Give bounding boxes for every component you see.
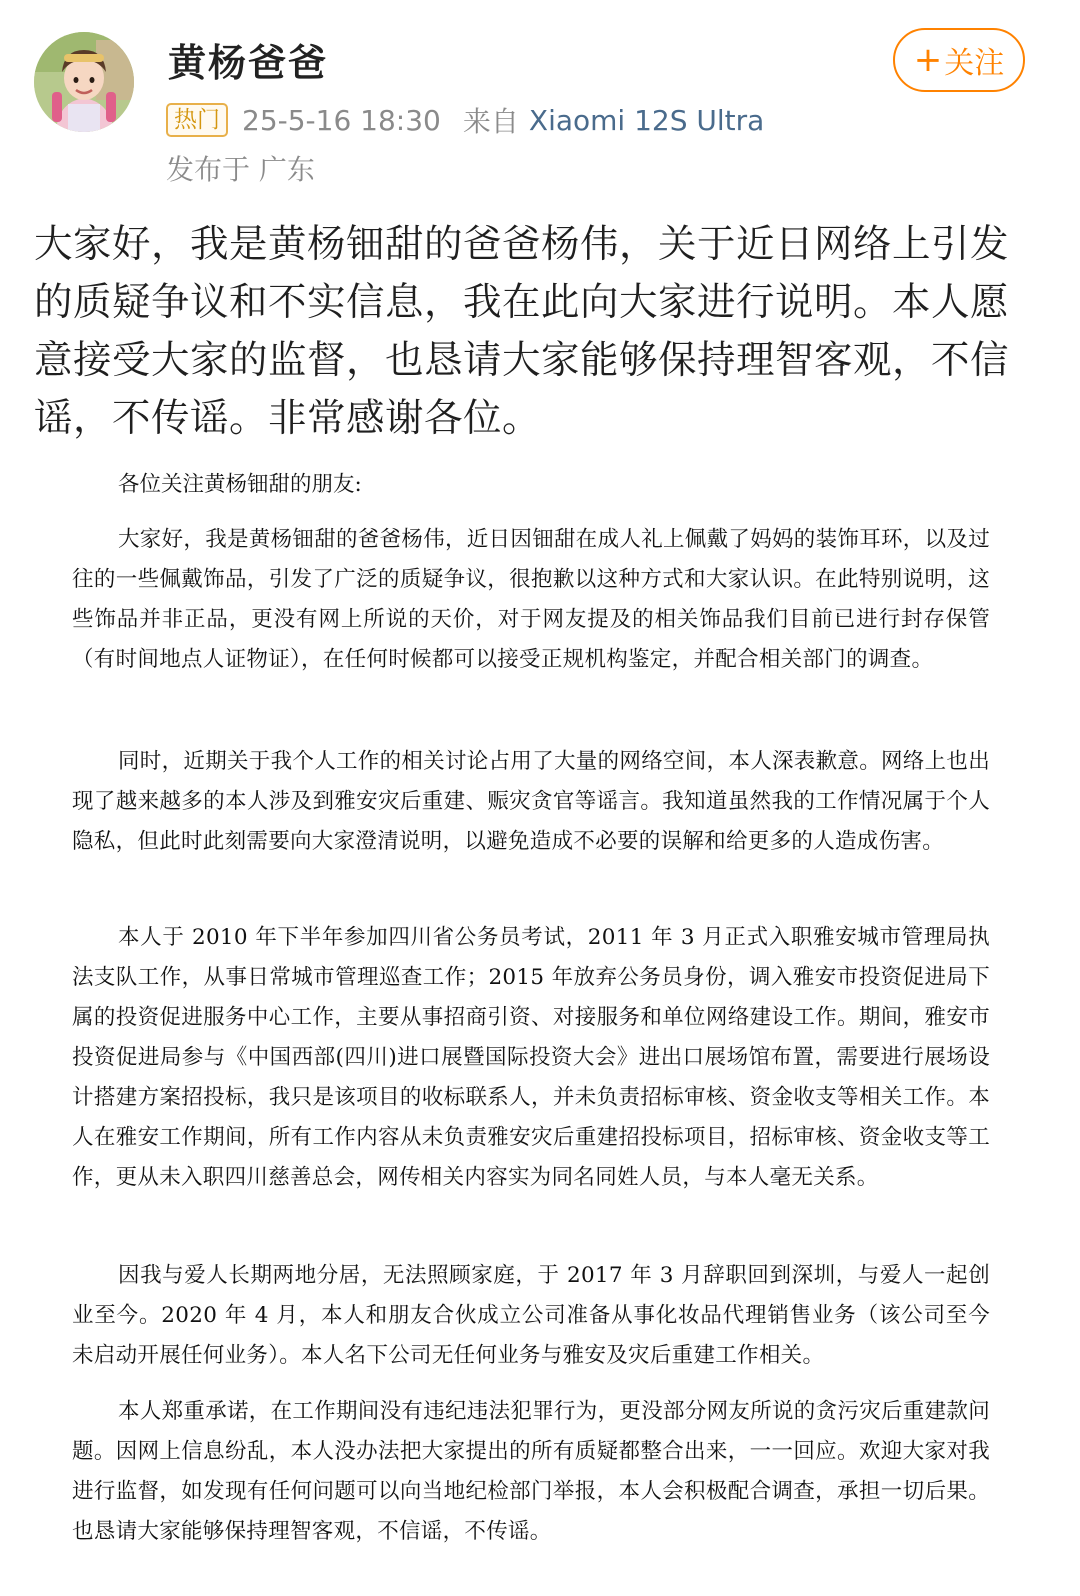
device-link[interactable]: Xiaomi 12S Ultra [528,103,765,137]
statement-paragraph: 大家好，我是黄杨钿甜的爸爸杨伟，近日因钿甜在成人礼上佩戴了妈妈的装饰耳环，以及过往的一些佩戴饰品，引发了广泛的质疑争议，很抱歉以这种方式和大家认识。在此特别说明，这些饰品并非正品，更没有网上所说的天价，对于网友提及的相关饰品我们目前已进行封存保管（有时间地点人证物证），在任何时候都可以接受正规机构鉴定，并配合相关部门的调查。 [72,527,991,672]
avatar-photo-icon [34,32,134,132]
plus-icon: + [913,40,943,80]
statement-paragraph: 同时，近期关于我个人工作的相关讨论占用了大量的网络空间，本人深表歉意。网络上也出现了越来越多的本人涉及到雅安灾后重建、赈灾贪官等谣言。我知道虽然我的工作情况属于个人隐私，但此时此刻需要向大家澄清说明，以避免造成不必要的误解和给更多的人造成伤害。 [72,749,991,854]
post-timestamp: 25-5-16 18:30 [242,103,441,137]
follow-label: 关注 [944,46,1005,81]
post-meta [166,100,764,140]
post-header [0,0,1080,200]
statement-paragraph: 因我与爱人长期两地分居，无法照顾家庭，于 2017 年 3 月辞职回到深圳，与爱人一起创业至今。2020 年 4 月，本人和朋友合伙成立公司准备从事化妆品代理销售业务（该公司至今未启动开展任何业务）。本人名下公司无任何业务与雅安及灾后重建工作相关。 [72,1263,990,1368]
hot-badge: 热门 [166,103,228,137]
statement-paragraph: 本人于 2010 年下半年参加四川省公务员考试，2011 年 3 月正式入职雅安城市管理局执法支队工作，从事日常城市管理巡查工作；2015 年放弃公务员身份，调入雅安市投资促进局下属的投资促进服务中心工作，主要从事招商引资、对接服务和单位网络建设工作。期间，雅安市投资促进局参与《中国西部(四川)进口展暨国际投资大会》进出口展场馆布置，需要进行展场设计搭建方案招投标，我只是该项目的收标联系人，并未负责招标审核、资金收支等相关工作。本人在雅安工作期间，所有工作内容从未负责雅安灾后重建招投标项目，招标审核、资金收支等工作，更从未入职四川慈善总会，网传相关内容实为同名同姓人员，与本人毫无关系。 [72,925,990,1190]
statement-image[interactable] [0,452,1080,1596]
statement-paragraph: 本人郑重承诺，在工作期间没有违纪违法犯罪行为，更没部分网友所说的贪污灾后重建款问题。因网上信息纷乱，本人没办法把大家提出的所有质疑都整合出来，一一回应。欢迎大家对我进行监督，如发现有任何问题可以向当地纪检部门举报，本人会积极配合调查，承担一切后果。也恳请大家能够保持理智客观，不信谣，不传谣。 [72,1399,991,1544]
username[interactable]: 黄杨爸爸 [168,41,329,85]
post-text: 大家好，我是黄杨钿甜的爸爸杨伟，关于近日网络上引发的质疑争议和不实信息，我在此向大家进行说明。本人愿意接受大家的监督，也恳请大家能够保持理智客观，不信谣，不传谣。非常感谢各位。 [34,222,1010,441]
statement-greeting: 各位关注黄杨钿甜的朋友: [118,472,362,497]
source-label: 来自 [462,105,519,138]
avatar[interactable] [34,32,134,132]
follow-button[interactable] [893,28,1025,92]
post-location: 发布于 广东 [166,153,315,186]
